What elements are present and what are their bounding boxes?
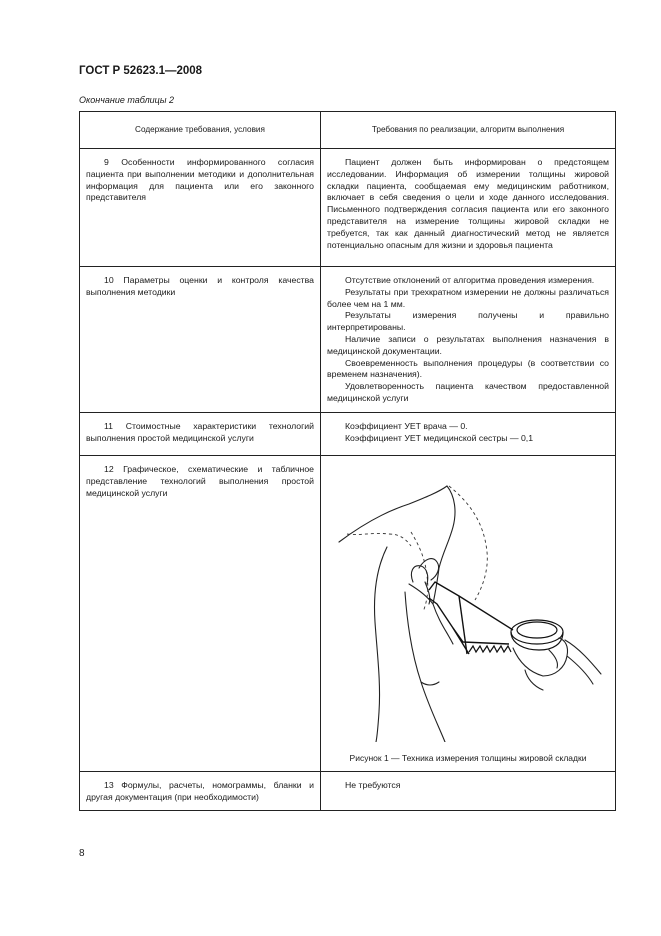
col1-header: Содержание требования, условия	[80, 112, 321, 149]
paragraph: Пациент должен быть информирован о предстоящем исследовании. Информация об измерении толщины жировой складки пациента, сообщаемая ему медицинским работником, включает в себя сведения о цели и ходе данного исследования. Письменного подтверждения согласия пациента или его законного представителя на измерение толщины жировой складки не требуется, так как данный диагностический метод не является потенциально опасным для жизни и здоровья пациента	[327, 157, 609, 250]
table-row	[80, 267, 616, 413]
requirement-cell: 13 Формулы, расчеты, номограммы, бланки и другая документация (при необходимости)	[80, 772, 321, 811]
paragraph: Отсутствие отклонений от алгоритма проведения измерения.	[345, 275, 595, 285]
skinfold-measurement-illustration	[329, 472, 609, 742]
paragraph: Результаты при трехкратном измерении не должны различаться более чем на 1 мм.	[327, 286, 609, 309]
table-row	[80, 149, 616, 267]
paragraph: Наличие записи о результатах выполнения назначения в медицинской документации.	[327, 333, 609, 356]
paragraph: Удовлетворенность пациента качеством предоставленной медицинской услуги	[327, 381, 609, 403]
figure-cell	[321, 456, 616, 772]
table-header-row	[80, 112, 616, 149]
table-row	[80, 413, 616, 456]
document-number: ГОСТ Р 52623.1—2008	[79, 65, 203, 77]
col2-header: Требования по реализации, алгоритм выполнения	[321, 112, 616, 149]
implementation-cell	[321, 149, 616, 267]
paragraph: Результаты измерения получены и правильно интерпретированы.	[327, 310, 609, 333]
figure-caption: Рисунок 1 — Техника измерения толщины жировой складки	[349, 753, 587, 764]
implementation-cell	[321, 772, 616, 811]
requirement-cell: 9 Особенности информированного согласия пациента при выполнении методики и дополнительная информация для пациента или его законного представителя	[80, 149, 321, 267]
implementation-cell	[321, 267, 616, 413]
requirement-cell: 11 Стоимостные характеристики технологий выполнения простой медицинской услуги	[80, 413, 321, 456]
paragraph: Своевременность выполнения процедуры (в соответствии со временем назначения).	[327, 357, 609, 380]
paragraph: Коэффициент УЕТ медицинской сестры — 0,1	[345, 432, 534, 443]
table-row	[80, 772, 616, 811]
table-row	[80, 456, 616, 772]
requirement-cell: 10 Параметры оценки и контроля качества выполнения методики	[80, 267, 321, 413]
requirements-table	[79, 111, 616, 811]
paragraph: Коэффициент УЕТ врача — 0.	[345, 421, 468, 431]
requirement-cell: 12 Графическое, схематические и табличное представление технологий выполнения простой медицинской услуги	[80, 456, 321, 772]
implementation-cell	[321, 413, 616, 456]
figure	[325, 460, 611, 765]
page-number: 8	[79, 848, 85, 859]
table-caption: Окончание таблицы 2	[79, 95, 174, 105]
paragraph: Не требуются	[345, 780, 401, 790]
